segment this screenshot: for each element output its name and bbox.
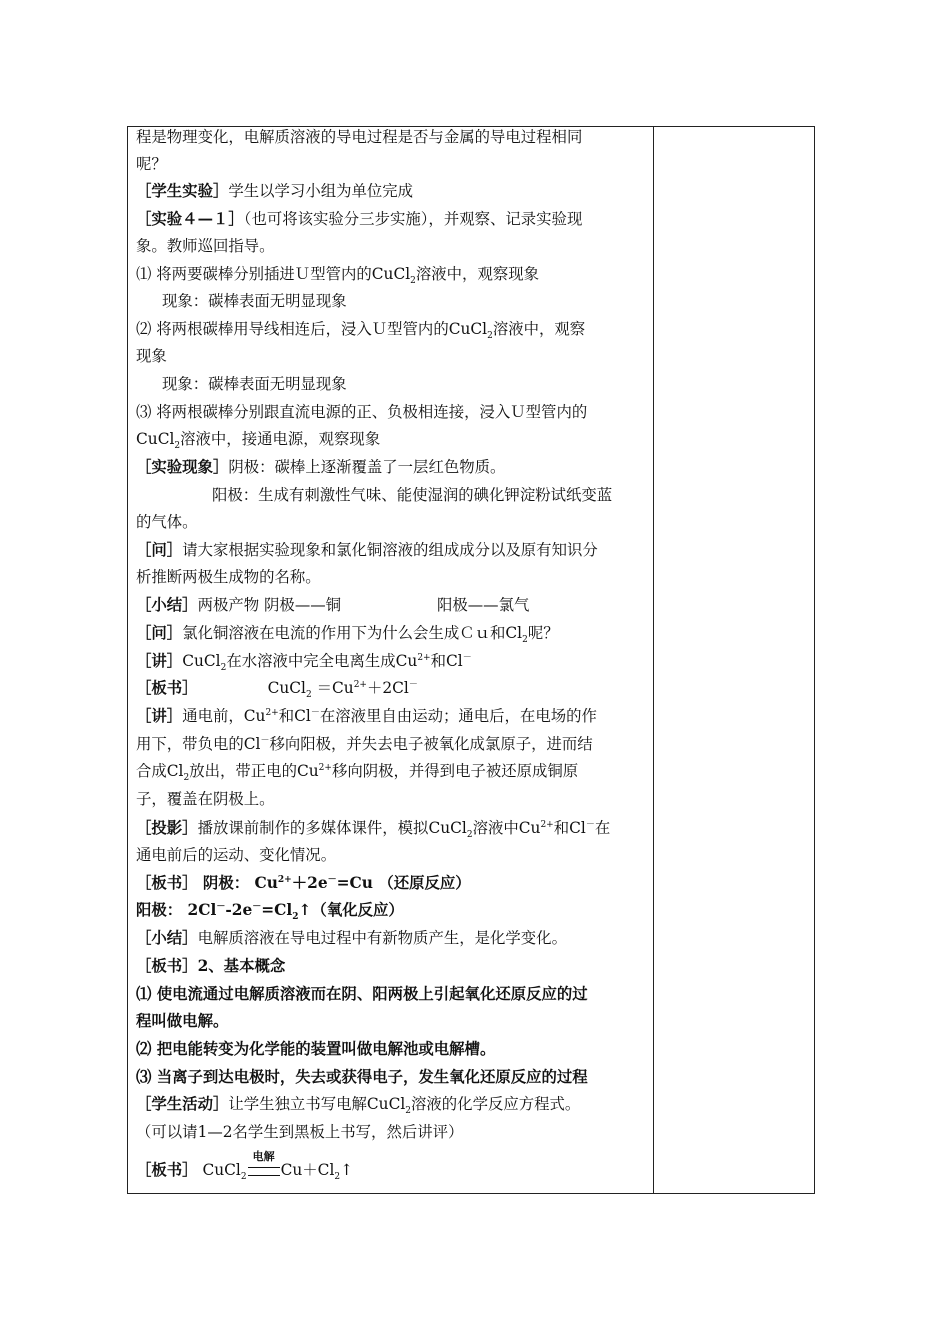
subscript: 2 — [183, 773, 190, 784]
text: 播放课前制作的多媒体课件，模拟CuCl — [197, 819, 467, 837]
text: 现象 — [136, 347, 167, 365]
text-line — [136, 154, 167, 174]
text: 阳极： 2Cl — [136, 901, 217, 919]
text-line — [136, 1039, 495, 1059]
text: ＋2Cl — [366, 679, 409, 697]
subscript: 2 — [305, 690, 312, 701]
text: 现象：碳棒表面无明显现象 — [162, 292, 347, 310]
text: 通电前后的运动、变化情况。 — [136, 846, 337, 864]
superscript: － — [327, 874, 337, 885]
text-line — [136, 956, 285, 976]
text: 象。教师巡回指导。 — [136, 237, 275, 255]
subscript: 2 — [240, 1172, 247, 1183]
text-line — [136, 818, 611, 841]
equals-bars — [248, 1167, 280, 1176]
text: ⑵ 把电能转变为化学能的装置叫做电解池或电解槽。 — [136, 1040, 496, 1058]
section-tag: ［学生实验］ — [136, 182, 229, 200]
text-line — [136, 706, 597, 726]
text: 在水溶液中完全电离生成Cu — [226, 652, 418, 670]
text: 2、基本概念 — [197, 957, 286, 975]
text: =Cu （还原反应） — [336, 874, 471, 892]
superscript: 2+ — [353, 679, 367, 690]
text-line — [136, 1122, 463, 1142]
section-tag: ［小结］ — [136, 596, 198, 614]
text: 呢？ — [527, 624, 559, 642]
text: ⑴ 将两要碳棒分别插进Ｕ型管内的CuCl — [136, 265, 411, 283]
subscript: 2 — [405, 1106, 411, 1117]
subscript: 2 — [487, 331, 493, 342]
superscript: － — [585, 819, 595, 830]
text-line — [136, 181, 413, 201]
text-line — [136, 567, 321, 587]
text: 请大家根据实验现象和氯化铜溶液的组成成分以及原有知识分 — [182, 541, 598, 559]
text: 氯化铜溶液在电流的作用下为什么会生成Ｃｕ和Cl — [182, 624, 523, 642]
superscript: － — [260, 735, 270, 746]
text-line — [136, 873, 471, 893]
text-line — [136, 651, 472, 674]
text: =Cl — [261, 901, 293, 919]
text: 两极产物 阴极——铜 — [197, 596, 341, 614]
section-tag: ［投影］ — [136, 819, 198, 837]
text: ⑴ 使电流通过电解质溶液而在阴、阳两极上引起氧化还原反应的过 — [136, 985, 588, 1003]
text-line — [212, 485, 612, 505]
text: 的气体。 — [136, 513, 198, 531]
text: 通电前，Cu — [182, 707, 266, 725]
text-line — [162, 374, 347, 394]
electrolysis-condition — [248, 1150, 280, 1180]
text-line — [136, 1094, 581, 1117]
text: 溶液中Cu — [472, 819, 541, 837]
text: 在溶液里自由运动；通电后，在电场的作 — [319, 707, 597, 725]
text: 和Cl — [430, 652, 463, 670]
text: 溶液中，观察 — [492, 320, 586, 338]
text: 溶液中，接通电源，观察现象 — [180, 430, 381, 448]
text: CuCl — [197, 1161, 241, 1179]
text: 程叫做电解。 — [136, 1012, 229, 1030]
text-line — [136, 127, 582, 147]
text-line — [136, 1011, 228, 1031]
text: 在 — [594, 819, 611, 837]
text-line — [136, 209, 582, 229]
text: Cu＋Cl — [280, 1161, 335, 1179]
text: 程是物理变化，电解质溶液的导电过程是否与金属的导电过程相同 — [136, 128, 583, 146]
text: 移向阴极，并得到电子被还原成铜原 — [331, 762, 579, 780]
subscript: 2 — [522, 635, 528, 646]
superscript: 2+ — [277, 874, 292, 885]
superscript: 2+ — [265, 707, 279, 718]
text-line — [136, 595, 529, 615]
section-tag: ［小结］ — [136, 929, 198, 947]
text: 移向阳极，并失去电子被氧化成氯原子，进而结 — [269, 735, 593, 753]
text-line — [136, 900, 404, 923]
text: 现象：碳棒表面无明显现象 — [162, 375, 347, 393]
text: ＋2e — [291, 874, 328, 892]
text: 放出，带正电的Cu — [189, 762, 319, 780]
text: 溶液中，观察现象 — [415, 265, 540, 283]
section-tag: ［板书］ — [136, 957, 198, 975]
text: 呢？ — [136, 155, 167, 173]
text-line — [136, 346, 167, 366]
subscript: 2 — [292, 912, 299, 923]
section-tag: ［问］ — [136, 624, 183, 642]
text: ⑵ 将两根碳棒用导线相连后，浸入Ｕ型管内的CuCl — [136, 320, 488, 338]
text-line — [136, 402, 587, 422]
text: CuCl — [182, 652, 221, 670]
subscript: 2 — [334, 1172, 341, 1183]
section-tag: ［讲］ — [136, 652, 183, 670]
text: CuCl — [136, 430, 175, 448]
text: 阴极：碳棒上逐渐覆盖了一层红色物质。 — [228, 458, 506, 476]
text: 用下，带负电的Cl — [136, 735, 261, 753]
text-line — [136, 845, 336, 865]
text: 子，覆盖在阴极上。 — [136, 790, 275, 808]
text-line — [136, 678, 418, 701]
text-line — [136, 264, 540, 287]
superscript: 2+ — [417, 652, 431, 663]
text: 让学生独立书写电解CuCl — [228, 1095, 406, 1113]
text: 阳极——氯气 — [437, 596, 530, 614]
text: 和Cl — [278, 707, 311, 725]
superscript: 2+ — [318, 762, 332, 773]
text-line — [136, 1150, 354, 1183]
text: ↑ — [340, 1161, 354, 1179]
text-line — [136, 429, 381, 452]
text: 和Cl — [553, 819, 586, 837]
section-tag: ［问］ — [136, 541, 183, 559]
text: 溶液的化学反应方程式。 — [411, 1095, 581, 1113]
section-tag: ［讲］ — [136, 707, 183, 725]
section-tag: ［板书］ — [136, 1161, 198, 1179]
superscript: － — [408, 679, 418, 690]
condition-label: 电解 — [252, 1150, 275, 1163]
section-tag: ［实验现象］ — [136, 458, 229, 476]
text-line — [136, 761, 579, 784]
text-line — [136, 623, 559, 646]
subscript: 2 — [466, 830, 473, 841]
text: 学生以学习小组为单位完成 — [228, 182, 414, 200]
text-line — [136, 1067, 588, 1087]
text-line — [136, 319, 586, 342]
superscript: － — [216, 901, 226, 912]
text: ⑶ 当离子到达电极时，失去或获得电子，发生氧化还原反应的过程 — [136, 1068, 588, 1086]
text: ＝Cu — [311, 679, 354, 697]
section-tag: ［学生活动］ — [136, 1095, 229, 1113]
subscript: 2 — [174, 441, 181, 452]
superscript: － — [462, 652, 472, 663]
text: ⑶ 将两根碳棒分别跟直流电源的正、负极相连接，浸入Ｕ型管内的 — [136, 403, 588, 421]
text: 析推断两极生成物的名称。 — [136, 568, 321, 586]
superscript: － — [252, 901, 262, 912]
text: 阴极： Cu — [197, 874, 278, 892]
text: （也可将该实验分三步实施），并观察、记录实验现 — [243, 210, 583, 228]
text: -2e — [225, 901, 253, 919]
text-line — [136, 789, 275, 809]
text: ↑（氧化反应） — [298, 901, 404, 919]
text-line — [136, 512, 198, 532]
section-tag: ［板书］ — [136, 874, 198, 892]
text: 阳极：生成有刺激性气味、能使湿润的碘化钾淀粉试纸变蓝 — [212, 486, 613, 504]
subscript: 2 — [220, 663, 227, 674]
text-line — [136, 734, 593, 754]
column-divider — [653, 127, 654, 1193]
text-line — [136, 236, 275, 256]
subscript: 2 — [410, 276, 416, 287]
text-line — [136, 928, 567, 948]
text: CuCl — [267, 679, 306, 697]
text-line — [136, 457, 505, 477]
superscript: 2+ — [540, 819, 554, 830]
text: 合成Cl — [136, 762, 184, 780]
text: 电解质溶液在导电过程中有新物质产生，是化学变化。 — [197, 929, 567, 947]
section-tag: ［实验４—１］ — [136, 210, 244, 228]
text-line — [162, 291, 347, 311]
lesson-table — [127, 126, 815, 1194]
text: （可以请1—2名学生到黑板上书写，然后讲评） — [136, 1123, 464, 1141]
section-tag: ［板书］ — [136, 679, 198, 697]
text-line — [136, 540, 598, 560]
superscript: － — [310, 707, 320, 718]
text-line — [136, 984, 588, 1004]
